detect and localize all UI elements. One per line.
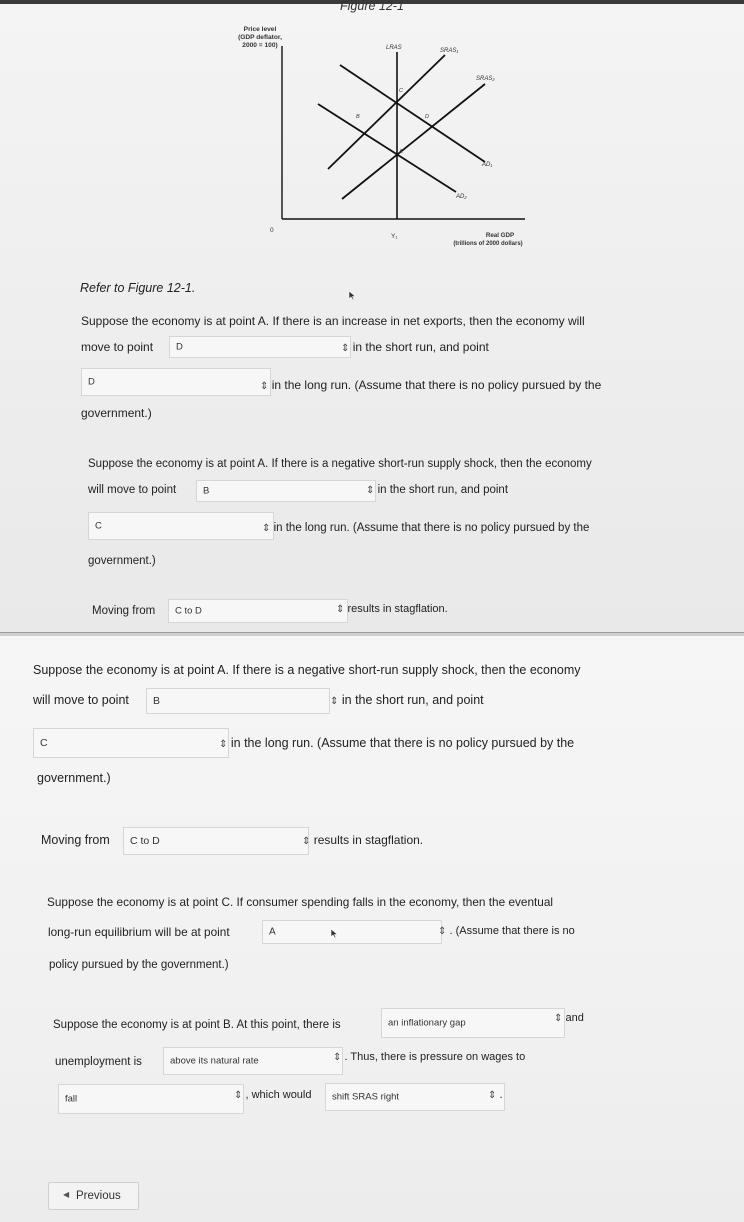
b-q2-short-run-dropdown[interactable] (146, 688, 330, 714)
point-d-label: D (425, 114, 429, 120)
updown-arrows-icon[interactable]: ⇕ (333, 1052, 342, 1063)
updown-arrows-icon[interactable]: ⇕ (262, 523, 271, 534)
q2-suffix-text: in the long run. (Assume that there is no policy pursued by the (273, 522, 590, 534)
q4-line1: Suppose the economy is at point C. If consumer spending falls in the economy, then the eventual (47, 895, 554, 909)
q3-value: C to D (175, 605, 202, 617)
previous-label: Previous (76, 1190, 121, 1202)
updown-arrows-icon[interactable]: ⇕ (438, 926, 447, 937)
mouse-pointer-icon (330, 928, 339, 939)
q5-gap-dropdown[interactable] (381, 1008, 565, 1038)
mouse-pointer-icon (348, 290, 357, 301)
updown-arrows-icon[interactable]: ⇕ (336, 604, 345, 615)
q2-long-run-value: C (95, 520, 102, 532)
q5-pressure-row (333, 1051, 525, 1063)
q5-shift-value: shift SRAS right (332, 1091, 400, 1103)
q1-end: government.) (81, 406, 152, 420)
updown-arrows-icon[interactable]: ⇕ (260, 381, 269, 392)
b-q3-suffix-row (302, 833, 423, 847)
q5-prefix: Suppose the economy is at point B. At this point, there is (53, 1019, 341, 1031)
q5-gap-value: an inflationary gap (388, 1017, 466, 1029)
q2-mid-text: in the short run, and point (377, 484, 509, 496)
q4-suffix-text: . (Assume that there is no (449, 925, 575, 937)
q5-and-row (554, 1012, 584, 1024)
q5-period-text: . (499, 1089, 503, 1101)
q1-suffix-row (260, 378, 601, 392)
y1-tick-label: Y₁ (391, 233, 398, 240)
b-q2-end: government.) (37, 771, 111, 785)
q2-long-run-dropdown[interactable] (88, 512, 274, 540)
q2-mid-row (366, 484, 508, 496)
refer-text: Refer to Figure 12-1. (80, 281, 196, 295)
b-q2-long-run-dropdown[interactable] (33, 728, 229, 758)
q3-suffix-row (336, 603, 448, 615)
q1-long-run-value: D (88, 376, 95, 388)
origin-label: 0 (270, 227, 274, 234)
updown-arrows-icon[interactable]: ⇕ (341, 343, 350, 354)
point-a-label: A (399, 149, 403, 155)
q3-dropdown[interactable] (168, 599, 348, 623)
b-q3-value: C to D (130, 835, 160, 847)
updown-arrows-icon[interactable]: ⇕ (219, 739, 228, 750)
q2-prefix: will move to point (88, 484, 177, 496)
q5-and-text: and (565, 1012, 584, 1024)
b-q2-mid-row (330, 693, 484, 707)
q3-prefix: Moving from (92, 605, 156, 617)
b-q2-short-run-value: B (153, 695, 161, 707)
q2-line1: Suppose the economy is at point A. If there is a negative short-run supply shock, then the economy (88, 458, 592, 470)
b-q3-dropdown[interactable] (123, 827, 309, 855)
b-q2-mid-text: in the short run, and point (341, 693, 484, 707)
q1-prefix: move to point (81, 340, 154, 354)
b-q2-prefix: will move to point (33, 693, 129, 707)
q5-unemp-text: unemployment is (55, 1056, 142, 1068)
b-q2-suffix-row (219, 736, 574, 750)
screenshot-bottom (0, 636, 744, 1222)
point-c-label: C (399, 88, 403, 94)
ad2-line (318, 104, 456, 192)
ad2-label: AD₂ (456, 194, 467, 200)
y-axis-label-line2: (GDP deflator, (238, 34, 282, 41)
updown-arrows-icon[interactable]: ⇕ (234, 1090, 243, 1101)
q5-rate-value: above its natural rate (170, 1055, 259, 1067)
q4-value: A (269, 926, 276, 938)
lras-label: LRAS (386, 45, 402, 51)
q2-suffix-row (262, 522, 589, 534)
q2-short-run-dropdown[interactable] (196, 480, 376, 502)
y-axis-label-line1: Price level (243, 26, 277, 33)
point-b-label: B (356, 114, 360, 120)
b-q2-suffix-text: in the long run. (Assume that there is no policy pursued by the (230, 736, 575, 750)
q5-which-row (234, 1089, 312, 1101)
ad1-label: AD₁ (482, 162, 493, 168)
updown-arrows-icon[interactable]: ⇕ (366, 485, 375, 496)
updown-arrows-icon[interactable]: ⇕ (554, 1013, 563, 1024)
q1-mid-text: in the short run, and point (352, 340, 489, 354)
figure-title: Figure 12-1 (340, 0, 404, 13)
q5-which-text: , which would (245, 1089, 312, 1101)
figure-graph (200, 22, 540, 257)
q1-suffix-text: in the long run. (Assume that there is no policy pursued by the (271, 378, 602, 392)
chevron-left-icon: ◀ (63, 1190, 70, 1199)
sras2-label: SRAS₂ (476, 76, 495, 82)
q4-dropdown[interactable] (262, 920, 442, 944)
updown-arrows-icon[interactable]: ⇕ (330, 696, 339, 707)
q3-suffix-text: results in stagflation. (347, 603, 448, 615)
b-q2-line1: Suppose the economy is at point A. If there is a negative short-run supply shock, then the economy (33, 663, 581, 677)
q2-short-run-value: B (203, 485, 210, 497)
q1-short-run-value: D (176, 341, 183, 353)
updown-arrows-icon[interactable]: ⇕ (302, 836, 311, 847)
x-axis-label-line2: (trillions of 2000 dollars) (453, 241, 523, 247)
sras1-line (328, 55, 445, 169)
q5-wages-dropdown[interactable] (58, 1084, 244, 1114)
q5-shift-dropdown[interactable] (325, 1083, 505, 1111)
q1-long-run-dropdown[interactable] (81, 368, 271, 396)
q5-period-row (488, 1089, 503, 1101)
q5-rate-dropdown[interactable] (163, 1047, 343, 1075)
sras1-label: SRAS₁ (440, 48, 459, 54)
q1-short-run-dropdown[interactable] (169, 336, 351, 358)
q4-suffix-row (438, 925, 575, 937)
x-axis-label-line1: Real GDP (485, 232, 515, 239)
updown-arrows-icon[interactable]: ⇕ (488, 1090, 497, 1101)
ad1-line (340, 65, 485, 162)
sras2-line (342, 84, 485, 199)
q5-pressure-text: . Thus, there is pressure on wages to (344, 1051, 526, 1063)
previous-button[interactable] (48, 1182, 139, 1210)
b-q2-long-run-value: C (40, 737, 48, 749)
q2-end: government.) (88, 555, 156, 567)
q1-line1: Suppose the economy is at point A. If there is an increase in net exports, then the economy will (81, 314, 585, 328)
b-q3-prefix: Moving from (41, 833, 110, 847)
q4-prefix: long-run equilibrium will be at point (48, 925, 230, 939)
q1-mid-row (341, 340, 489, 354)
b-q3-suffix-text: results in stagflation. (313, 833, 424, 847)
q5-wages-value: fall (65, 1093, 78, 1105)
y-axis-label-line3: 2000 = 100) (242, 42, 278, 49)
q4-end: policy pursued by the government.) (49, 959, 229, 971)
